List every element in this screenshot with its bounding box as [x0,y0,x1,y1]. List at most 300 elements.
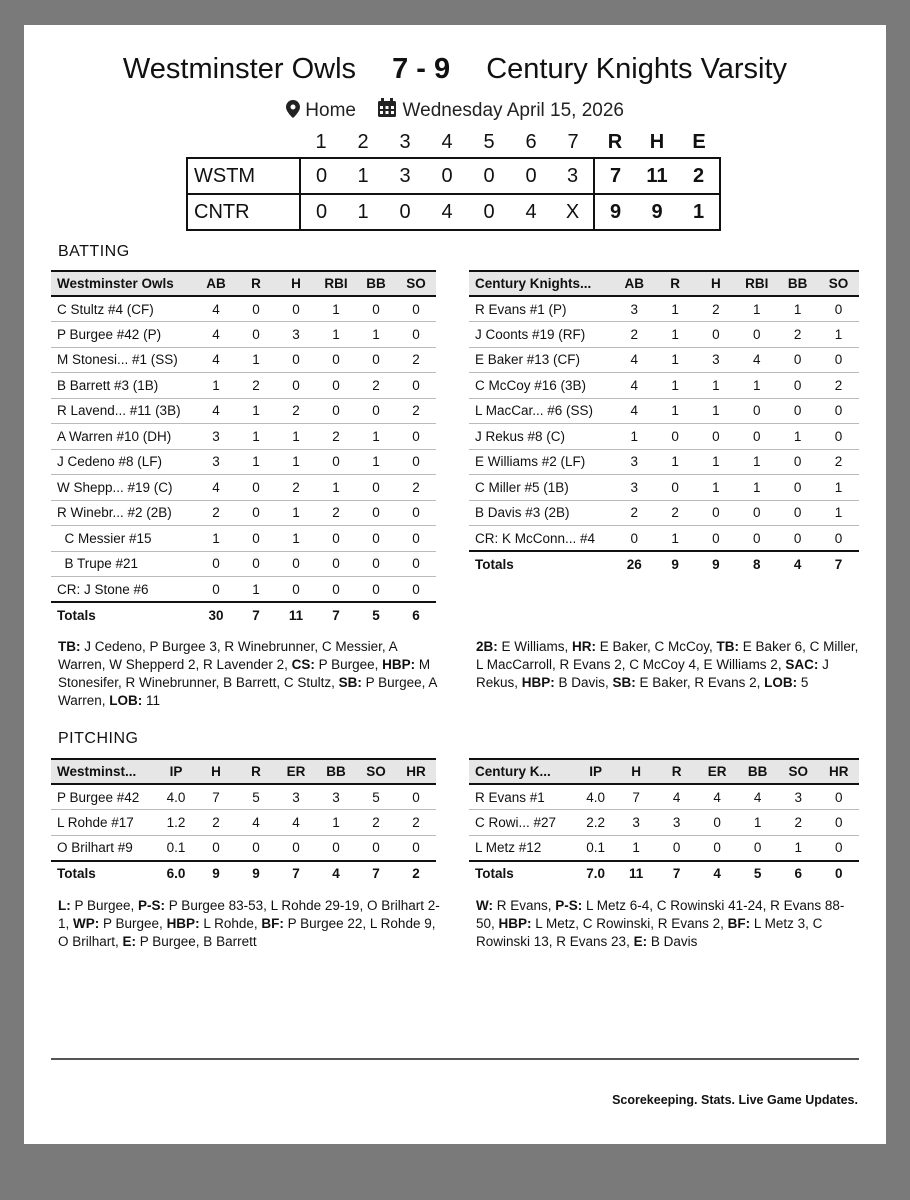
score-sheet [24,25,886,1144]
stat-value: 1 [737,810,778,836]
line-score-header [187,128,720,158]
stats-col-header: RBI [316,271,356,296]
stat-value: 2.2 [575,810,616,836]
game-header [24,53,886,124]
totals-value: 9 [196,861,236,887]
note-label: HBP: [498,916,532,931]
footer-tagline: Scorekeeping. Stats. Live Game Updates. [612,1093,858,1107]
stat-value: 3 [614,449,655,475]
stat-value: 0 [696,322,737,348]
stat-value: 0 [332,581,340,597]
pitching-section-label: PITCHING [58,730,139,747]
stats-team-header: Westminst... [51,759,156,784]
stat-value: 2 [396,398,436,424]
note-text: P Burgee, [99,916,167,931]
stat-value: 4 [614,347,655,373]
stat-value: 1 [276,449,316,475]
line-score-table [186,128,721,231]
stats-col-header: SO [396,271,436,296]
stat-value: 0 [412,840,420,855]
player-name: R Lavend... #11 (3B) [51,398,196,424]
inning-score: 0 [483,164,495,187]
player-name: C Stultz #4 (CF) [51,296,196,322]
totals-row [469,551,859,577]
stat-value: 3 [316,784,356,810]
line-score-total-e: 2 [678,158,720,194]
note-text: E Baker, R Evans 2, [635,675,765,690]
stat-value: 0 [276,373,316,399]
stat-value: 1 [276,500,316,526]
inning-score: 0 [315,164,328,187]
note-text: P Burgee, B Barrett [136,934,257,949]
stat-value: 1 [696,449,737,475]
totals-value: 4 [316,861,356,887]
stat-value: 0 [696,424,737,450]
stat-value: 0 [316,347,356,373]
stats-team-header: Westminster Owls [51,271,196,296]
totals-value: 7.0 [575,861,616,887]
line-score-col-header: 2 [342,128,384,158]
final-score: 7 - 9 [392,53,451,85]
stat-value: 1 [356,322,396,348]
stats-col-header: AB [614,271,655,296]
stat-value: 2 [316,424,356,450]
note-text: J Rekus, [476,657,829,690]
inning-score: 1 [357,164,369,187]
stat-value: 1 [671,530,679,546]
batting-section-label: BATTING [58,243,130,260]
stat-value: 0 [777,347,818,373]
stat-value: 3 [656,810,697,836]
line-score-col-header: 3 [384,128,426,158]
stat-value: 0 [276,551,316,577]
player-row [51,373,436,399]
stats-col-header: IP [156,759,196,784]
stat-value: 1 [655,398,696,424]
stat-value: 0 [236,526,276,552]
pitching-table-century [469,758,859,886]
stat-value: 0 [753,530,761,546]
player-name: CR: J Stone #6 [57,581,149,597]
stat-value: 2 [236,373,276,399]
batting-notes-westminster [58,638,443,710]
stat-value: 3 [614,475,655,501]
stat-value: 0 [396,784,436,810]
stat-value: 1 [696,373,737,399]
stat-value: 1 [276,526,316,552]
player-name: P Burgee #42 (P) [51,322,196,348]
player-name: C Rowi... #27 [469,810,575,836]
stat-value: 0 [316,449,356,475]
stat-value: 0 [356,296,396,322]
stat-value: 0 [834,840,843,855]
stat-value: 3 [196,449,236,475]
note-text: E Williams, [497,639,573,654]
line-score-team: CNTR [187,194,300,230]
line-score-total-e: 1 [678,194,720,230]
stats-col-header: H [696,271,737,296]
stats-col-header: SO [356,759,396,784]
game-date: Wednesday April 15, 2026 [402,100,624,121]
stat-value: 0 [655,424,696,450]
player-name: E Baker #13 (CF) [469,347,614,373]
stat-value: 1 [736,449,777,475]
stat-value: 0.1 [166,840,186,855]
stat-value: 3 [778,784,819,810]
player-row [51,500,436,526]
player-row [51,784,436,810]
note-label: W: [476,898,493,913]
player-name: CR: K McConn... #4 [475,530,596,546]
note-text: E Baker 6, C Miller, L MacCarroll, R Evans 2, C McCoy 4, E Williams 2, [476,639,859,672]
stat-value: 1 [696,475,737,501]
stats-col-header: R [236,271,276,296]
line-score-row [187,158,720,194]
stat-value: 0 [655,475,696,501]
player-row [469,296,859,322]
stats-col-header: BB [316,759,356,784]
game-location: Home [305,100,356,121]
line-score-total-r: 9 [609,200,622,223]
stat-value: 0 [736,500,777,526]
note-text: P Burgee, [314,657,383,672]
inning-score: X [552,194,594,230]
player-row [469,449,859,475]
game-info [24,98,886,124]
line-score-total-h: 9 [651,200,663,223]
inning-score: 0 [399,200,411,223]
note-text: P Burgee 22, L Rohde 9, O Brilhart, [58,916,436,949]
line-score-total-r: 7 [609,164,622,187]
stat-value: 3 [196,424,236,450]
player-name: R Winebr... #2 (2B) [51,500,196,526]
totals-value: 11 [616,861,657,887]
pitching-notes-westminster [58,897,443,951]
note-text: B Davis [647,934,698,949]
line-score-col-header: R [594,128,636,158]
player-row [469,810,859,836]
stat-value: 2 [356,373,396,399]
stat-value: 1 [614,424,655,450]
stat-value: 0 [316,551,356,577]
location-pin-icon [286,100,300,124]
totals-label: Totals [51,861,156,887]
stat-value: 4.0 [156,784,196,810]
stat-value: 4 [196,347,236,373]
stat-value: 2 [396,810,436,836]
player-name: C Miller #5 (1B) [469,475,614,501]
player-name: J Cedeno #8 (LF) [51,449,196,475]
totals-value: 8 [736,551,777,577]
player-row [51,347,436,373]
note-text: R Evans, [493,898,556,913]
note-label: HBP: [382,657,416,672]
stats-team-header: Century Knights... [469,271,614,296]
stat-value: 0 [292,840,300,855]
stat-value: 0 [252,840,260,855]
stat-value: 0 [276,296,316,322]
stat-value: 0 [292,581,300,597]
stat-value: 1 [632,840,640,855]
stat-value: 0 [753,840,762,855]
stat-value: 0 [356,500,396,526]
batting-table-westminster [51,270,436,628]
player-row [51,449,436,475]
note-text: 5 [797,675,809,690]
inning-score: 3 [552,158,594,194]
footer-divider [51,1058,859,1060]
stat-value: 2 [396,347,436,373]
stat-value: 0 [372,581,380,597]
note-label: BF: [261,916,284,931]
stat-value: 1 [655,373,696,399]
stat-value: 1 [818,322,859,348]
stat-value: 2 [696,296,737,322]
totals-value: 6 [778,861,819,887]
stat-value: 0 [316,398,356,424]
stats-team-header: Century K... [469,759,575,784]
line-score-col-header: 1 [300,128,342,158]
note-label: LOB: [109,693,143,708]
stat-value: 4 [196,322,236,348]
totals-value: 4 [777,551,818,577]
totals-value: 7 [356,861,396,887]
stat-value: 1 [777,296,818,322]
player-name: E Williams #2 (LF) [469,449,614,475]
stat-value: 5 [236,784,276,810]
note-label: TB: [716,639,740,654]
stat-value: 1 [818,500,859,526]
away-team-name: Century Knights Varsity [486,53,788,85]
stat-value: 1 [696,398,737,424]
stat-value: 4 [196,475,236,501]
stat-value: 1 [356,449,396,475]
stat-value: 0 [396,322,436,348]
note-label: E: [633,934,648,949]
note-label: BF: [727,916,751,931]
note-text: P Burgee, A Warren, [58,675,437,708]
inning-score: 1 [357,200,369,223]
stat-value: 0 [356,526,396,552]
stats-col-header: HR [818,759,859,784]
player-name: C McCoy #16 (3B) [469,373,614,399]
pitching-notes-century [476,897,861,951]
totals-value: 30 [196,602,236,628]
stats-col-header: SO [818,271,859,296]
player-name: M Stonesi... #1 (SS) [51,347,196,373]
player-row [469,475,859,501]
inning-score: 0 [315,200,328,223]
stat-value: 2 [614,500,655,526]
stats-header-row [469,271,859,296]
stat-value: 0 [777,500,818,526]
stat-value: 4 [276,810,316,836]
stat-value: 0 [777,475,818,501]
player-row [51,577,436,603]
note-text: P Burgee, [70,898,139,913]
stat-value: 1 [276,424,316,450]
stat-value: 0 [196,551,236,577]
stat-value: 0 [236,322,276,348]
stat-value: 0 [630,530,639,546]
totals-label: Totals [469,551,614,577]
stat-value: 3 [276,322,316,348]
note-text: L Rohde, [199,916,262,931]
stat-value: 1.2 [156,810,196,836]
totals-label: Totals [469,861,575,887]
player-row [469,322,859,348]
stat-value: 2 [316,500,356,526]
stat-value: 4 [737,784,778,810]
line-score-total-h: 11 [646,164,668,187]
stats-col-header: H [196,759,236,784]
note-label: HBP: [166,916,200,931]
player-row [469,500,859,526]
stat-value: 1 [736,373,777,399]
stat-value: 0 [777,398,818,424]
totals-value: 0 [818,861,859,887]
stat-value: 3 [696,347,737,373]
stat-value: 0 [356,398,396,424]
stat-value: 0 [316,373,356,399]
stat-value: 0 [396,500,436,526]
stat-value: 3 [616,810,657,836]
stat-value: 0 [396,449,436,475]
stat-value: 1 [655,296,696,322]
player-name: W Shepp... #19 (C) [51,475,196,501]
player-row [469,347,859,373]
stat-value: 1 [316,475,356,501]
totals-value: 7 [236,602,276,628]
stat-value: 0 [736,424,777,450]
stats-col-header: H [276,271,316,296]
note-label: P-S: [138,898,166,913]
stat-value: 0 [236,500,276,526]
stat-value: 2 [778,810,819,836]
stat-value: 0 [818,424,859,450]
player-row [51,526,436,552]
stat-value: 1 [316,322,356,348]
inning-score: 0 [441,164,453,187]
totals-value: 9 [696,551,737,577]
stats-col-header: AB [196,271,236,296]
player-row [469,784,859,810]
batting-notes-century [476,638,861,692]
note-label: SB: [612,675,636,690]
note-label: HR: [572,639,597,654]
inning-score: 0 [483,200,495,223]
stat-value: 0 [276,347,316,373]
player-row [51,424,436,450]
totals-row [469,861,859,887]
note-label: L: [58,898,71,913]
totals-value: 6.0 [156,861,196,887]
stat-value: 0 [332,840,340,855]
stat-value: 0 [412,581,420,597]
player-name: O Brilhart #9 [57,840,133,855]
stats-col-header: BB [737,759,778,784]
player-row [51,398,436,424]
inning-score: 4 [441,200,453,223]
stat-value: 0 [818,398,859,424]
note-text: M Stonesifer, R Winebrunner, B Barrett, C Stultz, [58,657,431,690]
game-title [24,53,886,86]
stats-col-header: BB [356,271,396,296]
note-label: E: [122,934,137,949]
stats-header-row [469,759,859,784]
stat-value: 0 [236,475,276,501]
stat-value: 0 [777,449,818,475]
stat-value: 0 [777,373,818,399]
stat-value: 1 [655,449,696,475]
stat-value: 7 [616,784,657,810]
stats-col-header: SO [778,759,819,784]
note-text: 11 [142,693,161,708]
stat-value: 0 [396,373,436,399]
batting-table-century [469,270,859,577]
totals-row [51,861,436,887]
stat-value: 4 [236,810,276,836]
stat-value: 0 [396,424,436,450]
stat-value: 0 [396,526,436,552]
stat-value: 0 [818,347,859,373]
stat-value: 2 [818,449,859,475]
stat-value: 3 [614,296,655,322]
note-label: TB: [58,639,81,654]
stats-col-header: ER [697,759,738,784]
stat-value: 0 [793,530,802,546]
stat-value: 0 [236,296,276,322]
player-row [51,475,436,501]
note-label: SAC: [785,657,819,672]
stat-value: 1 [736,296,777,322]
totals-value: 5 [737,861,778,887]
player-name: R Evans #1 (P) [469,296,614,322]
pitching-table-westminster [51,758,436,886]
stat-value: 4 [656,784,697,810]
stat-value: 4 [736,347,777,373]
stats-col-header: R [655,271,696,296]
totals-value: 9 [236,861,276,887]
stat-value: 0 [712,530,720,546]
totals-row [51,602,436,628]
totals-value: 7 [818,551,859,577]
stat-value: 1 [236,398,276,424]
line-score-col-header: H [636,128,678,158]
stat-value: 1 [655,347,696,373]
stat-value: 2 [276,475,316,501]
totals-label: Totals [51,602,196,628]
line-score-team: WSTM [187,158,300,194]
totals-value: 6 [396,602,436,628]
stat-value: 0 [818,810,859,836]
stat-value: 2 [777,322,818,348]
stats-col-header: HR [396,759,436,784]
stat-value: 1 [777,424,818,450]
player-name: B Trupe #21 [51,551,196,577]
stat-value: 0 [713,840,721,855]
stat-value: 0 [736,322,777,348]
stat-value: 1 [356,424,396,450]
player-name: L Rohde #17 [51,810,156,836]
line-score-row [187,194,720,230]
stat-value: 0 [696,500,737,526]
player-row [51,322,436,348]
stat-value: 1 [655,322,696,348]
stat-value: 0 [396,551,436,577]
player-name: L Metz #12 [475,840,542,855]
stat-value: 2 [396,475,436,501]
